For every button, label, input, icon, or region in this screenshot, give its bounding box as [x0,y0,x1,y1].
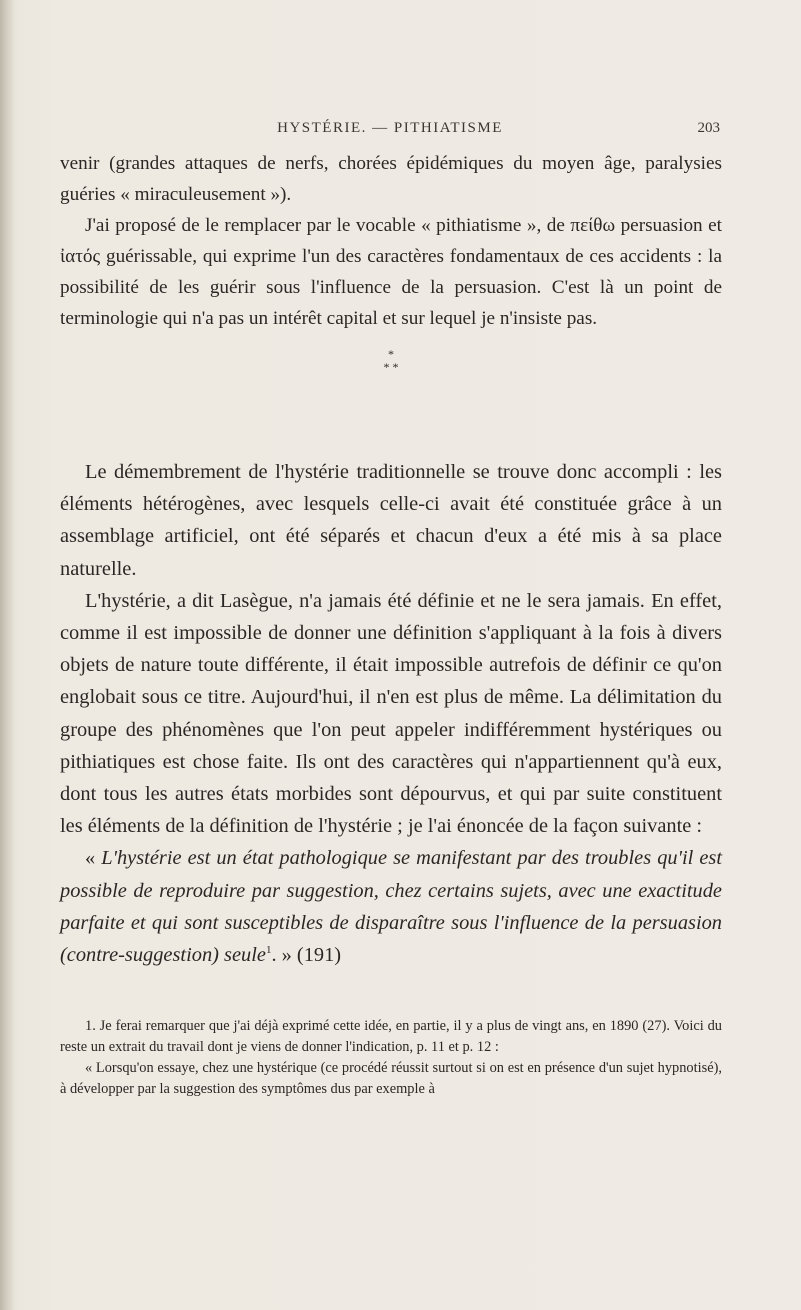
binding-edge [0,0,14,1310]
paragraph-continuation: venir (grandes attaques de nerfs, chorées épidémiques du moyen âge, paralysies guéries « miraculeusement »). [60,153,722,205]
definition-open-quote: « [85,847,102,870]
footnote-marker: 1 [265,944,272,957]
running-head [60,120,720,144]
definition-close: . » (191) [271,944,342,967]
body-text-top [60,148,722,384]
paragraph-pithiatisme: J'ai proposé de le remplacer par le vocable « pithiatisme », de πείθω persuasion et ἰατός guérissable, qui exprime l'un des caractères fondamentaux de ces accidents : la possibilité de les guérir sous l'influence de la persuasion. C'est là un point de terminologie qui n'a pas un intérêt capital et sur lequel je n'insiste pas. [60,215,722,329]
running-title: HYSTÉRIE. — PITHIATISME [277,120,503,136]
page-number: 203 [697,120,720,136]
paragraph-demembrement: Le démembrement de l'hystérie traditionnelle se trouve donc accompli : les éléments hétérogènes, avec lesquels celle-ci avait été constituée grâce à un assemblage artificiel, ont été séparés et chacun d'eux a été mis à sa place naturelle. [60,461,722,580]
footnotes [60,1016,722,1100]
footnote-1-quote: « Lorsqu'on essaye, chez une hystérique (ce procédé réussit surtout si on est en présence d'un sujet hypnotisé), à développer par la suggestion des symptômes dus par exemple à [60,1060,722,1097]
footnote-1: 1. Je ferai remarquer que j'ai déjà exprimé cette idée, en partie, il y a plus de vingt ans, en 1890 (27). Voici du reste un extrait du travail dont je viens de donner l'indication, p. 11 et p. 12 : [60,1018,722,1055]
paragraph-lasegue: L'hystérie, a dit Lasègue, n'a jamais été définie et ne le sera jamais. En effet, comme il est impossible de donner une définition s'appliquant à la fois à divers objets de nature toute différente, il était impossible autrefois de définir ce qu'on englobait sous ce titre. Aujourd'hui, il n'en est plus de même. La délimitation du groupe des phénomènes que l'on peut appeler indifféremment hystériques ou pithiatiques est chose faite. Ils ont des caractères qui n'appartiennent qu'à eux, dont tous les autres états morbides sont dépourvus, et qui par suite constituent les éléments de la définition de l'hystérie ; je l'ai énoncée de la façon suivante : [60,589,722,838]
section-asterism [60,348,722,374]
asterism-bottom: * * [383,360,399,374]
asterism-top: * [388,347,394,361]
definition-text: L'hystérie est un état pathologique se manifestant par des troubles qu'il est possible de reproduire par suggestion, chez certains sujets, avec une exactitude parfaite et qui sont susceptibles de disparaître sous l'influence de la persuasion (contre-suggestion) seule [60,847,723,967]
body-text-main [60,456,722,971]
definition-paragraph [60,842,722,971]
